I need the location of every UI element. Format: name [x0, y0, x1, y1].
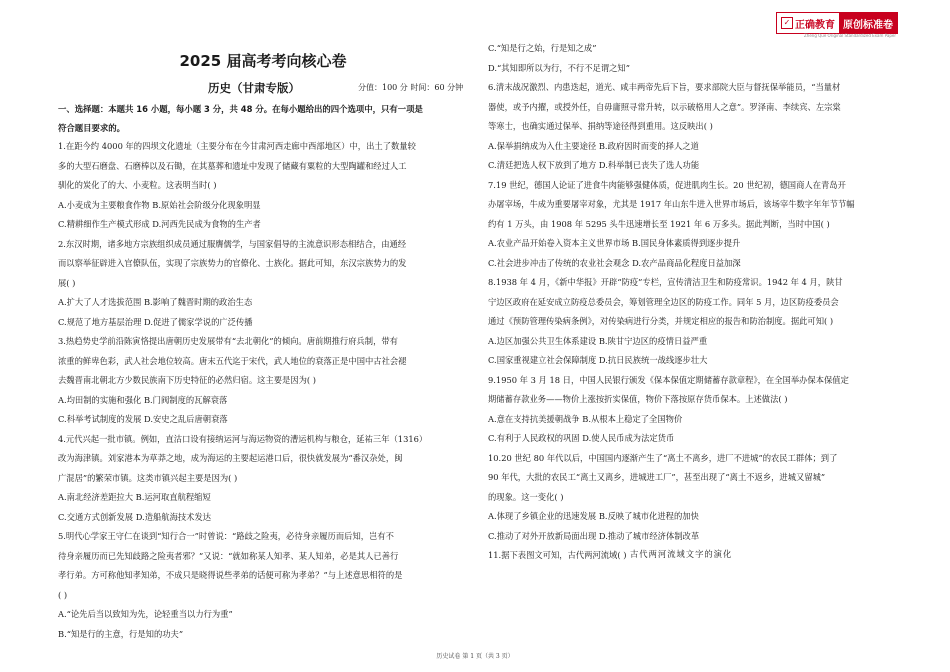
text-line: C.社会进步冲击了传统的农业社会观念 D.农产品商品化程度日益加深: [488, 257, 741, 268]
text-line: A.扩大了人才选拔范围 B.影响了魏晋时期的政治生态: [58, 297, 253, 307]
text-line: 1.在距今约 4000 年的四坝文化遗址（主要分布在今甘肃河西走廊中西部地区）中，出土了数量较: [58, 141, 416, 151]
text-line: C.有利于人民政权的巩固 D.使人民币成为法定货币: [488, 433, 675, 443]
text-line: 7.19 世纪，德国人论证了进食牛肉能够强健体质，促进肌肉生长。20 世纪初，德国商人在青岛开: [488, 179, 846, 190]
text-line: A.体现了乡镇企业的迅速发展 B.反映了城市化进程的加快: [488, 511, 699, 521]
text-line: 8.1938 年 4 月，《新中华报》开辟“防疫”专栏，宣传清洁卫生和防疫常识。1942 年 4 月，陕甘: [488, 277, 843, 287]
text-line: C.清廷把选人权下放到了地方 D.科举制已丧失了选人功能: [488, 160, 700, 170]
text-line: 多的大型石磨盘、石磨棒以及石锄，在其墓葬和遗址中发现了储藏有粟粒的大型陶罐和经过人工: [58, 160, 407, 171]
text-line: A.小麦成为主要粮食作物 B.原始社会阶级分化现象明显: [58, 199, 261, 210]
text-line: 的现象。这一变化( ): [488, 491, 564, 502]
check-icon: ✓: [781, 17, 793, 29]
text-line: 4.元代兴起一批市镇。例如，直沽口设有接纳运河与海运物资的漕运机构与粮仓，延祐三年（1316）: [58, 433, 428, 444]
section-heading-2: 符合题目要求的。: [58, 123, 125, 133]
text-line: D.“其知即所以为行，不行不足谓之知”: [488, 62, 630, 73]
text-line: 约有 1 万头，由 1908 年 5295 头牛迅速增长至 1921 年 6 万多头。据此判断，当时中国( ): [488, 218, 830, 229]
text-line: A.南北经济差距拉大 B.运河取直航程缩短: [58, 492, 211, 502]
text-line: 9.1950 年 3 月 18 日，中国人民银行颁发《保本保值定期储蓄存款章程》，在全国举办保本保值定: [488, 374, 849, 385]
text-line: 办屠宰场，牛成为重要屠宰对象，尤其是 1917 年山东牛进入世界市场后，该场宰牛数字年年节节幅: [488, 199, 855, 209]
figure-caption: 古代两河流域文字的演化: [630, 549, 733, 559]
text-line: 10.20 世纪 80 年代以后，中国国内逐渐产生了“离土不离乡，进厂不进城”的农民工群体；到了: [488, 452, 838, 463]
text-line: 而以察举征辟进入官僚队伍，实现了宗族势力的官僚化、士族化。据此可知，东汉宗族势力的发: [58, 258, 407, 268]
text-line: 通过《预防管理传染病条例》，对传染病进行分类，并规定相应的报告和防治制度。据此可知( ): [488, 316, 834, 326]
text-line: C.“知是行之始，行是知之成”: [488, 43, 597, 53]
text-line: A.边区加强公共卫生体系建设 B.陕甘宁边区的疫情日益严重: [488, 335, 708, 346]
text-line: 5.明代心学家王守仁在谈到“知行合一”时曾说：“路歧之险夷，必待身亲履历而后知，岂有不: [58, 531, 394, 541]
logo-subtitle: Zheng Que Original Standardized Exam Paper: [804, 33, 896, 38]
text-line: A.保举捐纳成为入仕主要途径 B.政府因时而变的择人之道: [488, 140, 699, 151]
section-heading-1: 一、选择题：本题共 16 小题，每小题 3 分，共 48 分。在每小题给出的四个选项中，只有一项是: [58, 104, 423, 114]
text-line: B.“知是行的主意，行是知的功夫”: [58, 628, 184, 639]
text-line: ( ): [58, 589, 68, 600]
logo-right: 原创标准卷: [839, 13, 897, 33]
text-line: 改为海津镇。刘家港本为草莽之地，成为海运的主要起运港口后，很快就发展为“番汉杂处，闽: [58, 453, 403, 463]
text-line: C.科举考试制度的发展 D.安史之乱后唐朝衰落: [58, 414, 228, 424]
text-line: A.“论先后当以致知为先，论轻重当以力行为重”: [58, 609, 233, 619]
logo-left-text: 正确教育: [795, 19, 835, 31]
text-line: C.精耕细作生产模式形成 D.河西先民成为食物的生产者: [58, 219, 261, 229]
text-line: 待身亲履历而已先知歧路之险夷者邪？”又说：“就如称某人知孝、某人知弟，必是其人已善行: [58, 550, 399, 561]
text-line: 广混居”的繁荣市镇。这类市镇兴起主要是因为( ): [58, 472, 238, 483]
text-line: 展( ): [58, 277, 76, 288]
text-line: A.意在支持抗美援朝战争 B.从根本上稳定了全国物价: [488, 413, 683, 424]
text-line: 浓重的鲜卑色彩，武人社会地位较高。唐末五代迄于宋代，武人地位的衰落正是中国中古社会褪: [58, 355, 407, 366]
logo-left: [777, 13, 839, 33]
text-line: C.推动了对外开放新局面出现 D.推动了城市经济体制改革: [488, 530, 700, 541]
score-time: 分值：100 分 时间：60 分钟: [358, 83, 464, 92]
text-line: 宁边区政府在延安成立防疫总委员会，筹划管理全边区的防疫工作。同年 5 月，边区防疫委员会: [488, 296, 839, 307]
text-line: C.国家重视建立社会保障制度 D.抗日民族统一战线逐步壮大: [488, 355, 708, 365]
text-line: 2.东汉时期，诸多地方宗族组织成员通过服膺儒学，与国家倡导的主流意识形态相结合，由通经: [58, 238, 407, 249]
text-line: A.均田制的实施和强化 B.门阀制度的瓦解衰落: [58, 394, 228, 405]
text-line: 等寒士，也确实通过保举、捐纳等途径得到重用。这反映出( ): [488, 121, 713, 131]
exam-title: 2025 届高考考向核心卷: [179, 52, 347, 70]
text-line: A.农业产品开始卷入资本主义世界市场 B.国民身体素质得到逐步提升: [488, 238, 741, 248]
text-line: C.规范了地方基层治理 D.促进了儒家学说的广泛传播: [58, 316, 253, 327]
text-line: 去魏晋南北朝北方少数民族南下历史特征的必然归宿。这主要是因为( ): [58, 375, 317, 385]
text-line: C.交通方式创新发展 D.造船航海技术发达: [58, 511, 212, 522]
text-line: 期储蓄存款业务——物价上涨按折实保值，物价下落按原存货币保本。上述做法( ): [488, 394, 788, 404]
brand-logo: [776, 12, 898, 34]
page-footer: 历史试卷 第 1 页（共 3 页）: [436, 653, 514, 660]
text-line: 3.热趋势史学前沿陈寅恪提出唐朝历史发展带有“去北朝化”的倾向。唐前期推行府兵制，带有: [58, 336, 398, 346]
text-line: 90 年代，大批的农民工“离土又离乡，进城进工厂”，甚至出现了“离土不返乡，进城又留城”: [488, 472, 826, 482]
text-line: 器使，或予内擢，或授外任，自毋庸照寻常升转，以示破格用人之意”。罗泽南、李续宾、左宗棠: [488, 101, 841, 112]
text-line: 驯化的炭化了的大、小麦粒。这表明当时( ): [58, 180, 217, 190]
subject-label: 历史（甘肃专版）: [208, 81, 300, 95]
text-line: 6.清末战况激烈、内患迭起，道光、咸丰两帝先后下旨，要求部院大臣与督抚保举能员，“当量材: [488, 82, 841, 92]
text-line: 11.据下表图文可知，古代两河流域( ): [488, 550, 627, 560]
text-line: 孝行弟。方可称他知孝知弟，不成只是晓得说些孝弟的话便可称为孝弟？”与上述意思相符的是: [58, 570, 403, 580]
